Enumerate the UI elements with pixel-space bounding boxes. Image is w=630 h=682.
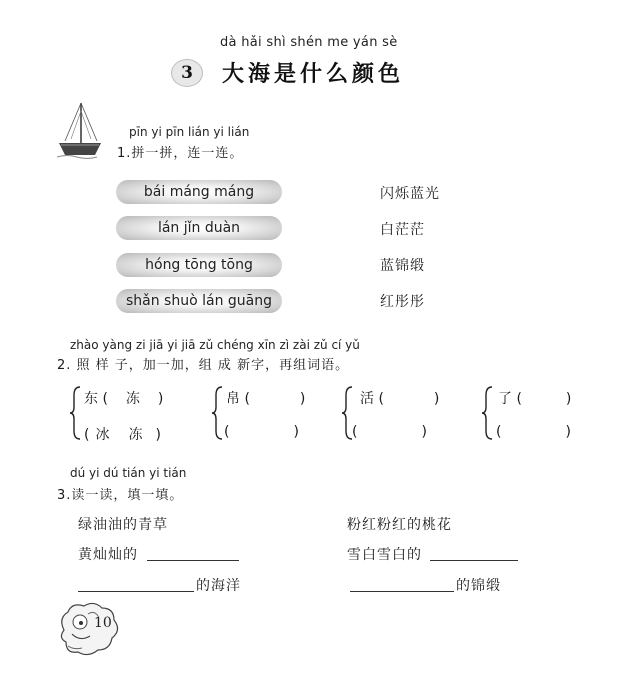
group1-top-row: 东 ( 冻 ) <box>84 388 163 408</box>
brace-icon <box>70 385 82 441</box>
mascot-sheep-icon <box>58 600 122 658</box>
word-option[interactable]: 白茫茫 <box>380 222 425 238</box>
phrase-left-3: 的海洋 <box>196 578 241 594</box>
pinyin-option[interactable]: lán jǐn duàn <box>116 216 282 240</box>
blank-line-left-2[interactable] <box>147 560 239 561</box>
pinyin-option[interactable]: hóng tōng tōng <box>116 253 282 277</box>
pinyin-option[interactable]: bái máng máng <box>116 180 282 204</box>
group1-top-answer[interactable]: 冻 <box>125 391 140 407</box>
phrase-right-2: 雪白雪白的 <box>347 547 422 563</box>
group1-bottom-char: 冰 <box>95 427 110 443</box>
pinyin-option[interactable]: shǎn shuò lán guāng <box>116 289 282 313</box>
group3-top-row: 活 ( ) <box>360 391 440 407</box>
page-number: 10 <box>94 615 112 631</box>
group1-top-char: 东 <box>84 391 98 407</box>
section3-pinyin: dú yi dú tián yi tián <box>70 466 187 480</box>
lesson-number-badge: 3 <box>171 59 203 87</box>
section2-label: 2. 照 样 子，加一加，组 成 新字，再组词语。 <box>57 358 350 373</box>
section1-label: 1.拼一拼，连一连。 <box>117 146 244 161</box>
brace-icon <box>212 385 224 441</box>
sailboat-icon <box>57 101 103 159</box>
group2-top-row: 帛 ( ) <box>226 391 306 407</box>
group4-top-char: 了 <box>498 391 512 407</box>
blank-line-left-3[interactable] <box>78 591 194 592</box>
group1-bottom-answer[interactable]: 冻 <box>128 427 143 443</box>
section3-label: 3.读一读，填一填。 <box>57 488 184 503</box>
group4-top-row: 了 ( ) <box>498 391 572 407</box>
group2-bottom-row: ( ) <box>224 424 299 440</box>
section1-pinyin: pīn yi pīn lián yi lián <box>129 125 250 139</box>
lesson-title: 大海是什么颜色 <box>222 62 405 87</box>
phrase-left-2: 黄灿灿的 <box>78 547 138 563</box>
blank-line-right-3[interactable] <box>350 591 454 592</box>
group1-bottom-row: ( 冰 冻 ) <box>84 424 161 444</box>
group3-top-char: 活 <box>360 391 374 407</box>
group3-bottom-row: ( ) <box>352 424 427 440</box>
group4-bottom-row: ( ) <box>496 424 571 440</box>
group2-top-char: 帛 <box>226 391 240 407</box>
blank-line-right-2[interactable] <box>430 560 518 561</box>
brace-icon <box>482 385 494 441</box>
title-pinyin: dà hǎi shì shén me yán sè <box>220 35 398 50</box>
phrase-right-1: 粉红粉红的桃花 <box>347 517 452 533</box>
section2-pinyin: zhào yàng zi jiā yi jiā zǔ chéng xīn zì zài zǔ cí yǔ <box>70 338 360 352</box>
phrase-right-3: 的锦缎 <box>456 578 501 594</box>
word-option[interactable]: 蓝锦缎 <box>380 258 425 274</box>
word-option[interactable]: 闪烁蓝光 <box>380 186 440 202</box>
word-option[interactable]: 红彤彤 <box>380 294 425 310</box>
phrase-left-1: 绿油油的青草 <box>78 517 168 533</box>
